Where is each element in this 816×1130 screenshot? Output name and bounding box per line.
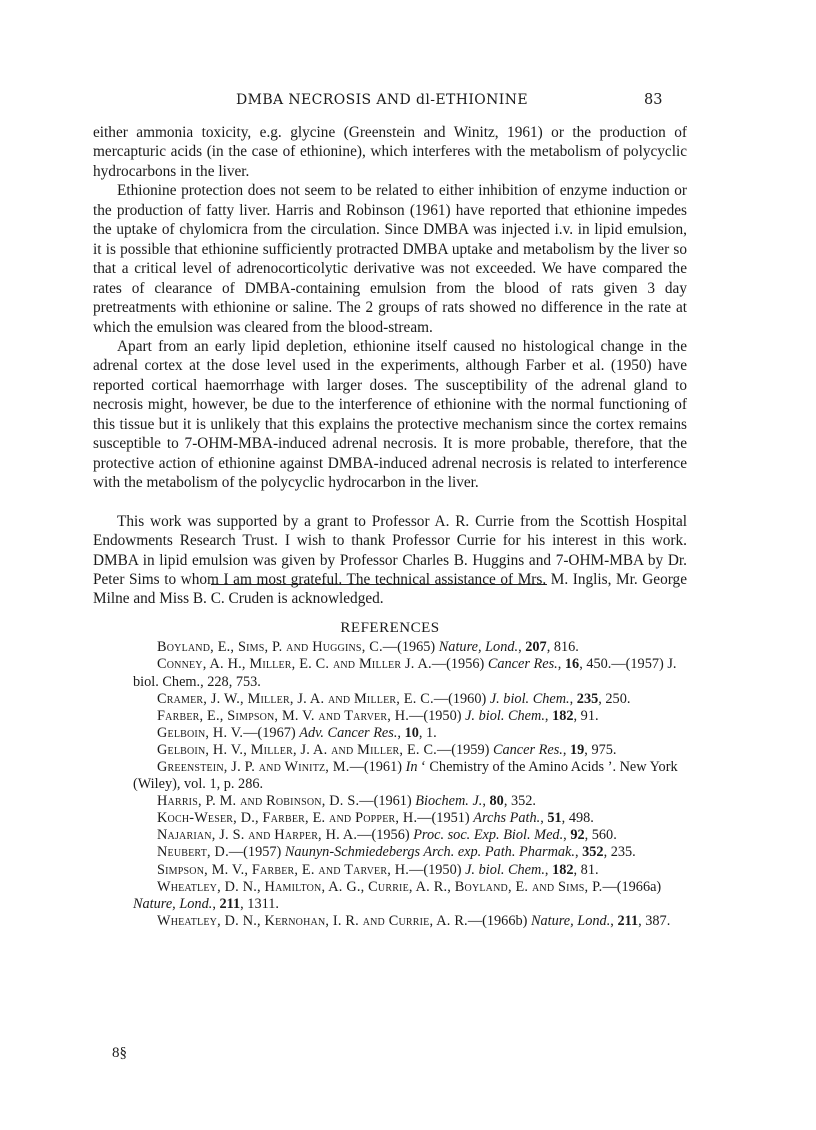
reference-item: Harris, P. M. and Robinson, D. S.—(1961) Biochem. J., 80, 352.: [157, 793, 536, 810]
reference-year: —(1956): [357, 827, 414, 844]
reference-item: Conney, A. H., Miller, E. C. and Miller J. A.—(1956) Cancer Res., 16, 450.—(1957) J. biol. Chem., 228, 753.: [133, 656, 677, 690]
reference-authors: Harris, P. M. and Robinson, D. S.: [157, 793, 360, 810]
reference-pages: , 250.: [598, 690, 631, 707]
reference-journal: Nature, Lond.: [530, 912, 611, 929]
reference-journal: J. biol. Chem.: [465, 707, 545, 724]
reference-year: —(1966a): [602, 878, 662, 895]
reference-journal: Proc. soc. Exp. Biol. Med.: [413, 827, 564, 844]
reference-pages: , 235.: [603, 844, 636, 861]
reference-volume: 211: [219, 895, 241, 912]
reference-year: —(1965): [382, 639, 439, 656]
reference-pages: , 975.: [584, 741, 617, 758]
body-paragraph: either ammonia toxicity, e.g. glycine (Greenstein and Winitz, 1961) or the production of mercapturic acids (in the case of ethionine), which interferes with the metabolism of polycyclic hydrocarbons in the liver.: [93, 124, 687, 180]
page-header: [0, 92, 816, 114]
reference-pages: , 81.: [573, 861, 599, 878]
reference-item: Wheatley, D. N., Kernohan, I. R. and Currie, A. R.—(1966b) Nature, Lond., 211, 387.: [157, 912, 671, 929]
reference-pages: , 1.: [418, 724, 437, 741]
reference-pages: , 352.: [503, 793, 536, 810]
reference-authors: Koch-Weser, D., Farber, E. and Popper, H.: [157, 810, 418, 827]
reference-item: Neubert, D.—(1957) Naunyn-Schmiedebergs Arch. exp. Path. Pharmak., 352, 235.: [157, 844, 636, 861]
references-list: [93, 639, 687, 930]
reference-item: Gelboin, H. V.—(1967) Adv. Cancer Res., 10, 1.: [157, 724, 437, 741]
reference-item: Simpson, M. V., Farber, E. and Tarver, H.—(1950) J. biol. Chem., 182, 81.: [157, 861, 599, 878]
references-heading: REFERENCES: [340, 619, 440, 636]
reference-year: —(1950): [409, 707, 466, 724]
reference-volume: 182: [552, 707, 574, 724]
reference-pages: , 450.—(1957) J. biol. Chem., 228, 753.: [133, 656, 677, 690]
reference-authors: Farber, E., Simpson, M. V. and Tarver, H.: [157, 707, 410, 724]
reference-journal: J. biol. Chem.: [489, 690, 570, 707]
reference-pages: , 816.: [546, 639, 579, 656]
reference-authors: Gelboin, H. V., Miller, J. A. and Miller, E. C.: [157, 741, 437, 758]
reference-volume: 51: [547, 810, 562, 827]
reference-journal: Cancer Res.: [492, 741, 563, 758]
body-paragraph: Apart from an early lipid depletion, ethionine itself caused no histological change in the adrenal cortex at the dose level used in the experiments, although Farber et al. (1950) have reported cortical haemorrhage with larger doses. The susceptibility of the adrenal gland to necrosis might, however, be due to the interference of ethionine with the normal functioning of this tissue but it is unlikely that this explains the protective mechanism since the cortex remains susceptible to 7-OHM-MBA-induced adrenal necrosis. It is more probable, therefore, that the protective action of ethionine against DMBA-induced adrenal necrosis is related to interference with the metabolism of the polycyclic hydrocarbon in the liver.: [93, 337, 687, 492]
reference-authors: Wheatley, D. N., Kernohan, I. R. and Currie, A. R.: [157, 912, 468, 929]
reference-item: Koch-Weser, D., Farber, E. and Popper, H.—(1951) Archs Path., 51, 498.: [157, 810, 594, 827]
reference-journal: J. biol. Chem.: [465, 861, 545, 878]
reference-volume: 211: [617, 912, 639, 929]
reference-volume: 235: [576, 690, 599, 707]
reference-authors: Simpson, M. V., Farber, E. and Tarver, H.: [157, 861, 410, 878]
reference-item: Wheatley, D. N., Hamilton, A. G., Currie, A. R., Boyland, E. and Sims, P.—(1966a) Nature, Lond., 211, 1311.: [133, 878, 662, 912]
reference-authors: Wheatley, D. N., Hamilton, A. G., Currie, A. R., Boyland, E. and Sims, P.: [157, 878, 603, 895]
reference-authors: Gelboin, H. V.: [157, 724, 244, 741]
reference-volume: 10: [404, 724, 419, 741]
reference-pages: ‘ Chemistry of the Amino Acids ’. New York (Wiley), vol. 1, p. 286.: [133, 758, 678, 793]
reference-item: Najarian, J. S. and Harper, H. A.—(1956) Proc. soc. Exp. Biol. Med., 92, 560.: [157, 827, 617, 844]
reference-journal: Archs Path.: [473, 810, 541, 827]
reference-journal: Nature, Lond.: [438, 639, 519, 656]
reference-year: —(1960): [433, 690, 490, 707]
reference-year: —(1966b): [467, 912, 531, 929]
reference-pages: , 387.: [638, 912, 671, 929]
reference-pages: , 91.: [573, 707, 599, 724]
reference-journal: Biochem. J.: [415, 793, 483, 810]
signature-mark: 8§: [112, 1045, 127, 1061]
reference-volume: 182: [552, 861, 574, 878]
reference-volume: 352: [582, 844, 604, 861]
running-head: DMBA NECROSIS AND dl-ETHIONINE: [236, 92, 528, 108]
reference-year: —(1950): [409, 861, 466, 878]
reference-year: —(1951): [417, 810, 474, 827]
reference-pages: , 498.: [561, 810, 594, 827]
reference-authors: Conney, A. H., Miller, E. C. and Miller J. A.: [157, 656, 432, 673]
reference-item: [93, 759, 687, 793]
reference-volume: 16: [564, 656, 580, 673]
reference-item: Cramer, J. W., Miller, J. A. and Miller, E. C.—(1960) J. biol. Chem., 235, 250.: [157, 690, 631, 707]
reference-year: —(1959): [436, 741, 493, 758]
article-body: [93, 123, 687, 930]
reference-item: Farber, E., Simpson, M. V. and Tarver, H.—(1950) J. biol. Chem., 182, 91.: [157, 707, 599, 724]
reference-journal: Cancer Res.: [487, 656, 558, 673]
acknowledgements: This work was supported by a grant to Professor A. R. Currie from the Scottish Hospital Endowments Research Trust. I wish to thank Professor Currie for his interest in this work. DMBA in lipid emulsion was given by Professor Charles B. Huggins and 7-OHM-MBA by Dr. Peter Sims to whom I am most grateful. The technical assistance of Mrs. M. Inglis, Mr. George Milne and Miss B. C. Cruden is acknowledged.: [93, 512, 687, 608]
reference-volume: 19: [570, 741, 585, 758]
reference-volume: 92: [570, 827, 585, 844]
page-number: 83: [644, 92, 663, 108]
reference-volume: 80: [489, 793, 504, 810]
reference-item: Gelboin, H. V., Miller, J. A. and Miller, E. C.—(1959) Cancer Res., 19, 975.: [157, 741, 617, 758]
reference-authors: Cramer, J. W., Miller, J. A. and Miller, E. C.: [157, 690, 434, 707]
reference-journal: Naunyn-Schmiedebergs Arch. exp. Path. Pharmak.: [284, 844, 575, 861]
reference-pages: , 1311.: [240, 895, 279, 912]
reference-authors: Greenstein, J. P. and Winitz, M.: [157, 758, 350, 775]
reference-journal: Adv. Cancer Res.: [299, 724, 398, 741]
reference-pages: , 560.: [584, 827, 617, 844]
reference-year: —(1967): [243, 724, 300, 741]
end-rule: [211, 584, 547, 585]
reference-year: —(1957): [228, 844, 285, 861]
reference-authors: Boyland, E., Sims, P. and Huggins, C.: [157, 639, 383, 656]
reference-year: —(1961): [359, 793, 416, 810]
body-paragraph: Ethionine protection does not seem to be related to either inhibition of enzyme induction or the production of fatty liver. Harris and Robinson (1961) have reported that ethionine impedes the uptake of chylomicra from the circulation. Since DMBA was injected i.v. in lipid emulsion, it is possible that ethionine sufficiently protracted DMBA uptake and metabolism by the liver so that a critical level of adrenocorticolytic derivative was not exceeded. We have compared the rates of clearance of DMBA-containing emulsion from the blood of rats given 3 day pretreatments with ethionine or saline. The 2 groups of rats showed no difference in the rate at which the emulsion was cleared from the blood-stream.: [93, 182, 687, 336]
reference-volume: 207: [525, 639, 547, 656]
reference-authors: Neubert, D.: [157, 844, 229, 861]
reference-authors: Najarian, J. S. and Harper, H. A.: [157, 827, 358, 844]
reference-item: Boyland, E., Sims, P. and Huggins, C.—(1965) Nature, Lond., 207, 816.: [157, 639, 579, 656]
reference-journal: Nature, Lond.: [133, 895, 213, 912]
reference-year: —(1961): [349, 758, 406, 775]
reference-year: —(1956): [431, 656, 488, 673]
reference-journal: In: [405, 758, 418, 775]
